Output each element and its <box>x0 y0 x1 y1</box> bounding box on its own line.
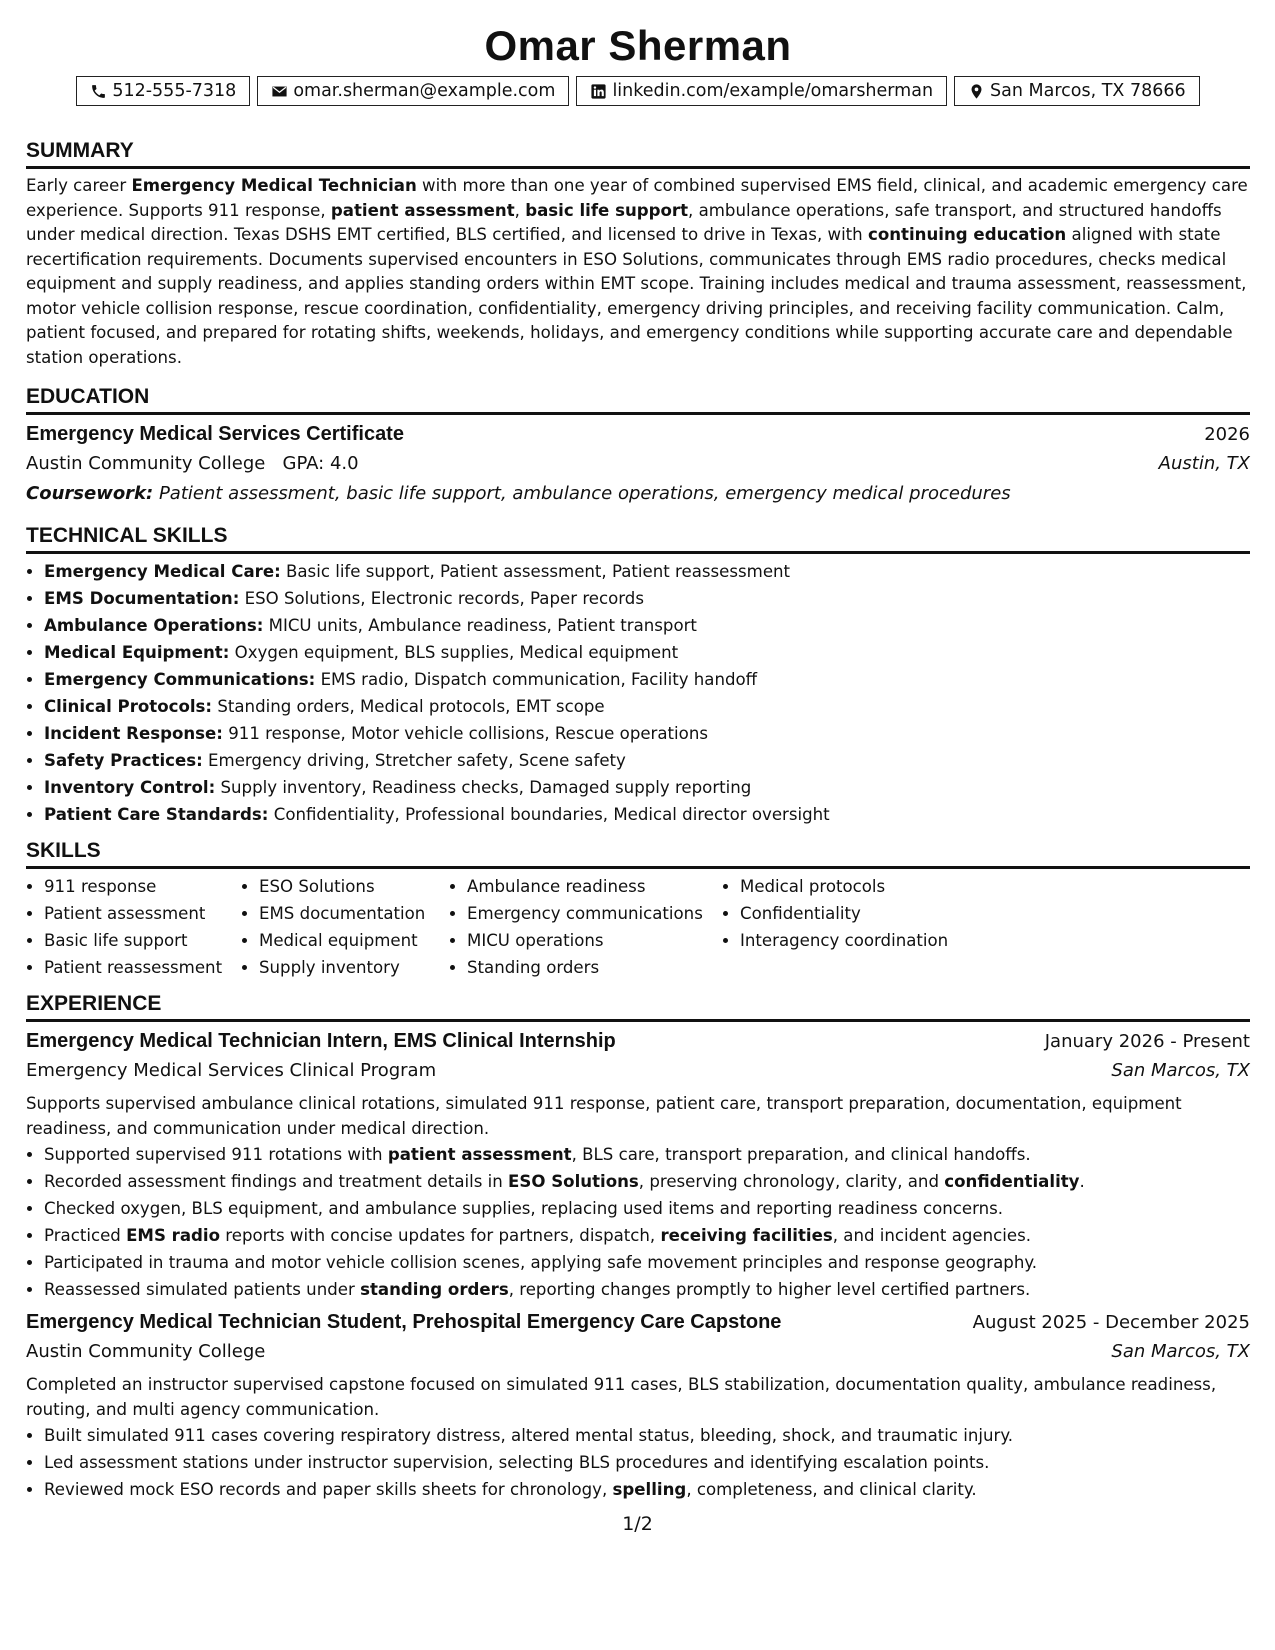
list-item: • Supply inventory <box>259 954 449 981</box>
job-org: Austin Community College <box>26 1341 266 1362</box>
list-item: • Participated in trauma and motor vehicle collision scenes, applying safe movement principles and response geography. <box>44 1249 1250 1276</box>
job-bullets <box>26 1422 1250 1503</box>
skills-column <box>722 873 1000 981</box>
education-section <box>26 384 1250 509</box>
list-item: • Patient Care Standards: Confidentiality, Professional boundaries, Medical director oversight <box>44 801 1250 828</box>
job-title: Emergency Medical Technician Intern, EMS Clinical Internship <box>26 1030 616 1052</box>
section-title: EXPERIENCE <box>26 991 1250 1022</box>
list-item: • Ambulance Operations: MICU units, Ambulance readiness, Patient transport <box>44 612 1250 639</box>
candidate-name: Omar Sherman <box>484 22 792 69</box>
summary-section <box>26 138 1250 370</box>
page-number: 1/2 <box>622 1513 653 1535</box>
list-item: • Recorded assessment findings and treatment details in ESO Solutions, preserving chronology, clarity, and confidentiality. <box>44 1168 1250 1195</box>
job-description: Completed an instructor supervised capstone focused on simulated 911 cases, BLS stabilization, documentation quality, ambulance readiness, routing, and multi agency communication. <box>26 1375 1217 1419</box>
list-item: • Reviewed mock ESO records and paper skills sheets for chronology, spelling, completeness, and clinical clarity. <box>44 1476 1250 1503</box>
graduation-year: 2026 <box>1204 424 1250 445</box>
job-bullets <box>26 1141 1250 1303</box>
experience-section <box>26 991 1250 1503</box>
list-item: • Emergency communications <box>467 900 722 927</box>
job-description: Supports supervised ambulance clinical rotations, simulated 911 response, patient care, transport preparation, documentation, equipment readiness, and communication under medical direction. <box>26 1094 1182 1138</box>
list-item: • Confidentiality <box>740 900 1000 927</box>
coursework: Coursework: Patient assessment, basic life support, ambulance operations, emergency medical procedures <box>26 483 1011 504</box>
list-item: • Basic life support <box>44 927 241 954</box>
job-location: San Marcos, TX <box>1111 1060 1250 1081</box>
contact-email[interactable] <box>257 76 569 106</box>
job-location: San Marcos, TX <box>1111 1341 1250 1362</box>
contact-location <box>954 76 1200 106</box>
section-title: SUMMARY <box>26 138 1250 169</box>
summary-text: Early career Emergency Medical Technician with more than one year of combined supervised EMS field, clinical, and academic emergency care experience. Supports 911 response, patient assessment, basic life support, ambulance operations, safe transport, and structured handoffs under medical direction. Texas DSHS EMT certified, BLS certified, and licensed to drive in Texas, with continuing education aligned with state recertification requirements. Documents supervised encounters in ESO Solutions, communicates through EMS radio procedures, checks medical equipment and supply readiness, and applies standing orders within EMT scope. Training includes medical and trauma assessment, reassessment, motor vehicle collision response, rescue coordination, confidentiality, emergency driving principles, and receiving facility communication. Calm, patient focused, and prepared for rotating shifts, weekends, holidays, and emergency conditions while supporting accurate care and dependable station operations. <box>26 176 1248 367</box>
contact-phone[interactable] <box>76 76 250 106</box>
job-title: Emergency Medical Technician Student, Prehospital Emergency Care Capstone <box>26 1311 782 1333</box>
list-item: • EMS Documentation: ESO Solutions, Electronic records, Paper records <box>44 585 1250 612</box>
school-location: Austin, TX <box>1158 453 1250 474</box>
list-item: • EMS documentation <box>259 900 449 927</box>
skills-column <box>241 873 449 981</box>
list-item: • Safety Practices: Emergency driving, Stretcher safety, Scene safety <box>44 747 1250 774</box>
list-item: • ESO Solutions <box>259 873 449 900</box>
list-item: • Incident Response: 911 response, Motor vehicle collisions, Rescue operations <box>44 720 1250 747</box>
list-item: • Medical Equipment: Oxygen equipment, BLS supplies, Medical equipment <box>44 639 1250 666</box>
section-title: SKILLS <box>26 838 1250 869</box>
phone-icon <box>90 83 107 100</box>
job-entry <box>26 1307 1250 1503</box>
location-text: San Marcos, TX 78666 <box>990 81 1186 101</box>
list-item: • Reassessed simulated patients under standing orders, reporting changes promptly to higher level certified partners. <box>44 1276 1250 1303</box>
list-item: • Patient assessment <box>44 900 241 927</box>
job-entry <box>26 1026 1250 1303</box>
envelope-icon <box>271 83 288 100</box>
technical-skills-list <box>26 558 1250 828</box>
degree: Emergency Medical Services Certificate <box>26 423 404 445</box>
linkedin-text: linkedin.com/example/omarsherman <box>612 81 934 101</box>
list-item: • Medical protocols <box>740 873 1000 900</box>
skills-grid <box>26 873 1250 981</box>
list-item: • Interagency coordination <box>740 927 1000 954</box>
email-text: omar.sherman@example.com <box>293 81 556 101</box>
phone-text: 512-555-7318 <box>112 81 237 101</box>
list-item: • Supported supervised 911 rotations with patient assessment, BLS care, transport preparation, and clinical handoffs. <box>44 1141 1250 1168</box>
list-item: • Standing orders <box>467 954 722 981</box>
linkedin-icon <box>590 83 607 100</box>
skills-column <box>449 873 722 981</box>
list-item: • MICU operations <box>467 927 722 954</box>
list-item: • Emergency Medical Care: Basic life support, Patient assessment, Patient reassessment <box>44 558 1250 585</box>
technical-skills-section <box>26 523 1250 828</box>
list-item: • Clinical Protocols: Standing orders, Medical protocols, EMT scope <box>44 693 1250 720</box>
skills-column <box>26 873 241 981</box>
school: Austin Community College GPA: 4.0 <box>26 453 359 474</box>
map-pin-icon <box>968 83 985 100</box>
job-dates: August 2025 - December 2025 <box>972 1312 1250 1333</box>
section-title: TECHNICAL SKILLS <box>26 523 1250 554</box>
list-item: • Led assessment stations under instructor supervision, selecting BLS procedures and identifying escalation points. <box>44 1449 1250 1476</box>
section-title: EDUCATION <box>26 384 1250 415</box>
list-item: • Checked oxygen, BLS equipment, and ambulance supplies, replacing used items and reporting readiness concerns. <box>44 1195 1250 1222</box>
list-item: • Medical equipment <box>259 927 449 954</box>
list-item: • Inventory Control: Supply inventory, Readiness checks, Damaged supply reporting <box>44 774 1250 801</box>
gpa: GPA: 4.0 <box>282 453 359 474</box>
contact-linkedin[interactable] <box>576 76 947 106</box>
list-item: • Patient reassessment <box>44 954 241 981</box>
list-item: • Emergency Communications: EMS radio, Dispatch communication, Facility handoff <box>44 666 1250 693</box>
job-dates: January 2026 - Present <box>1044 1031 1250 1052</box>
job-org: Emergency Medical Services Clinical Program <box>26 1060 437 1081</box>
list-item: • Ambulance readiness <box>467 873 722 900</box>
list-item: • 911 response <box>44 873 241 900</box>
contact-bar <box>26 76 1250 106</box>
list-item: • Practiced EMS radio reports with concise updates for partners, dispatch, receiving facilities, and incident agencies. <box>44 1222 1250 1249</box>
skills-section <box>26 838 1250 981</box>
list-item: • Built simulated 911 cases covering respiratory distress, altered mental status, bleeding, shock, and traumatic injury. <box>44 1422 1250 1449</box>
